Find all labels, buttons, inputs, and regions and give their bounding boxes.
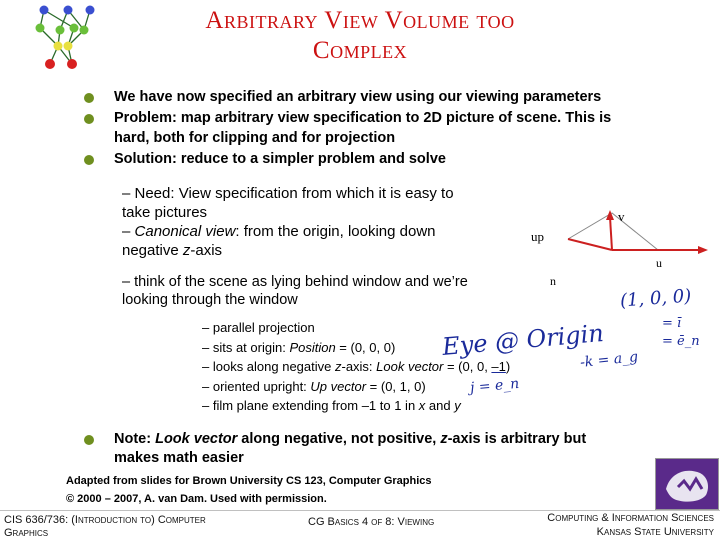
up-label: up xyxy=(531,229,544,244)
credit-line: Adapted from slides for Brown University CS 123, Computer Graphics xyxy=(66,475,432,487)
handwritten-j: j = e_n xyxy=(469,375,520,397)
bullet-text: hard, both for clipping and for projection xyxy=(114,130,396,146)
footer-topic: CG Basics 4 of 8: Viewing xyxy=(308,516,435,528)
u-arrowhead xyxy=(698,246,708,254)
axes-diagram xyxy=(520,195,720,290)
handwritten-e1: = ī xyxy=(662,316,682,331)
v-arrowhead xyxy=(606,210,614,220)
note-text-cont: makes math easier xyxy=(114,450,244,466)
prop-look: – looks along negative z-axis: Look vector = (0, 0, –1) xyxy=(202,359,511,374)
prop-position: – sits at origin: Position = (0, 0, 0) xyxy=(202,340,396,355)
prop-film-plane: – film plane extending from –1 to 1 in x and y xyxy=(202,398,461,413)
v-vector xyxy=(610,217,612,250)
footer-divider xyxy=(0,510,720,511)
graph-icon xyxy=(28,2,100,74)
n-label: n xyxy=(550,274,556,288)
footer-university: Kansas State University xyxy=(596,526,714,538)
sub-item-think: – think of the scene as lying behind window and we’re xyxy=(122,274,468,290)
bullet-dot xyxy=(84,93,94,103)
note-text: Note: Look vector along negative, not positive, z-axis is arbitrary but xyxy=(114,431,587,447)
footer-course-cont: Graphics xyxy=(4,527,49,539)
wildcat-icon xyxy=(656,459,718,509)
up-vector xyxy=(568,239,612,250)
university-logo xyxy=(655,458,719,510)
sub-item-think-cont: looking through the window xyxy=(122,292,298,308)
sub-item-canonical: – Canonical view: from the origin, looking down xyxy=(122,223,436,240)
footer-course: CIS 636/736: (Introduction to) Computer xyxy=(4,514,206,526)
v-label: v xyxy=(618,209,625,224)
u-label: u xyxy=(656,256,662,270)
page-title: Arbitrary View Volume too xyxy=(205,7,515,34)
prop-parallel: – parallel projection xyxy=(202,320,315,335)
prop-up: – oriented upright: Up vector = (0, 1, 0) xyxy=(202,379,426,394)
credit-copyright: © 2000 – 2007, A. van Dam. Used with permission. xyxy=(66,493,327,505)
bullet-dot xyxy=(84,435,94,445)
handwritten-e2: = ē_n xyxy=(662,334,700,349)
sub-item-canonical-cont: negative z-axis xyxy=(122,242,223,259)
handwritten-eye-origin: Eye @ Origin xyxy=(441,318,605,362)
sub-item-need-cont: take pictures xyxy=(122,204,208,221)
footer-dept: Computing & Information Sciences xyxy=(547,512,714,524)
bullet-text: We have now specified an arbitrary view using our viewing parameters xyxy=(114,89,602,105)
bullet-dot xyxy=(84,155,94,165)
bullet-text: Problem: map arbitrary view specification to 2D picture of scene. This is xyxy=(114,110,612,126)
bullet-dot xyxy=(84,114,94,124)
handwritten-k: -k = a_g xyxy=(579,349,639,371)
sub-item-need: – Need: View specification from which it is easy to xyxy=(122,185,454,202)
page-title-line2: Complex xyxy=(312,37,408,64)
handwritten-triple: (1, 0, 0) xyxy=(619,285,692,312)
bullet-text: Solution: reduce to a simpler problem and solve xyxy=(114,151,446,167)
